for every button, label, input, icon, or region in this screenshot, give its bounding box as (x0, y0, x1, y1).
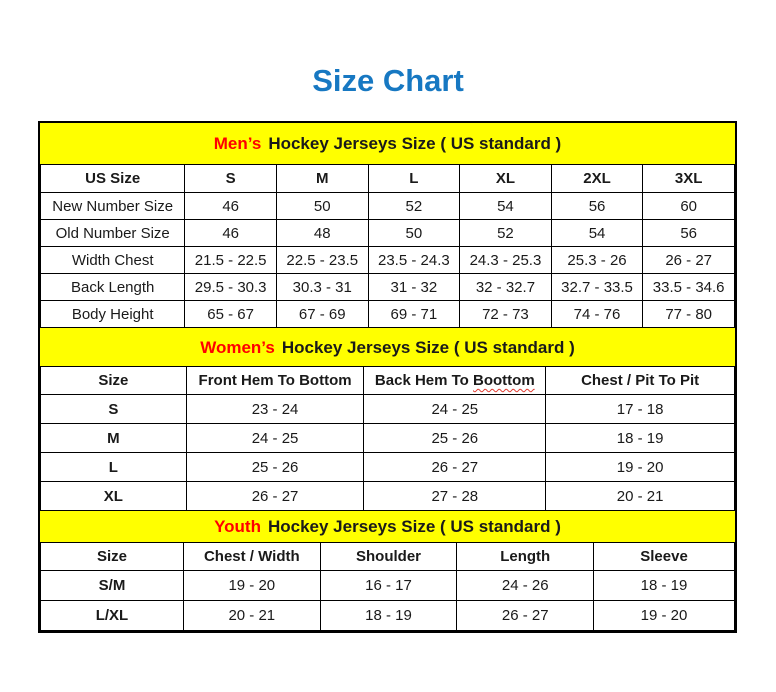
size-row (41, 601, 735, 631)
size-value: 50 (276, 193, 368, 220)
size-value: 54 (551, 220, 643, 247)
size-value: 32 - 32.7 (460, 274, 552, 301)
row-label: L (41, 453, 187, 482)
mens-header-row (41, 165, 735, 193)
size-row (41, 482, 735, 511)
youth-header-row (41, 543, 735, 571)
size-value: 20 - 21 (546, 482, 735, 511)
column-header: L (368, 165, 460, 193)
row-label: Back Length (41, 274, 185, 301)
womens-band-accent: Women’s (200, 337, 275, 357)
row-label: S/M (41, 571, 184, 601)
size-value: 20 - 21 (183, 601, 320, 631)
size-value: 23 - 24 (186, 395, 364, 424)
size-value: 46 (185, 193, 277, 220)
size-value: 56 (643, 220, 735, 247)
size-value: 54 (460, 193, 552, 220)
size-value: 50 (368, 220, 460, 247)
column-header: Shoulder (320, 543, 457, 571)
size-value: 24 - 25 (364, 395, 546, 424)
size-value: 52 (460, 220, 552, 247)
size-row (41, 193, 735, 220)
size-value: 69 - 71 (368, 301, 460, 328)
size-value: 25 - 26 (186, 453, 364, 482)
page-title: Size Chart (312, 63, 464, 98)
row-label: XL (41, 482, 187, 511)
womens-band-text: Hockey Jerseys Size ( US standard ) (281, 337, 575, 357)
size-value: 48 (276, 220, 368, 247)
size-value: 25.3 - 26 (551, 247, 643, 274)
womens-band (40, 328, 735, 366)
column-header: 3XL (643, 165, 735, 193)
size-value: 26 - 27 (643, 247, 735, 274)
row-label: L/XL (41, 601, 184, 631)
size-value: 29.5 - 30.3 (185, 274, 277, 301)
size-value: 32.7 - 33.5 (551, 274, 643, 301)
size-value: 21.5 - 22.5 (185, 247, 277, 274)
size-chart (38, 121, 737, 633)
column-header: Back Hem To Boottom (364, 367, 546, 395)
column-header: Size (41, 367, 187, 395)
column-header: Chest / Width (183, 543, 320, 571)
size-value: 18 - 19 (546, 424, 735, 453)
size-row (41, 301, 735, 328)
youth-size-table (40, 542, 735, 631)
row-label: M (41, 424, 187, 453)
youth-table-body (41, 571, 735, 631)
size-value: 27 - 28 (364, 482, 546, 511)
size-value: 72 - 73 (460, 301, 552, 328)
column-header: Sleeve (594, 543, 735, 571)
womens-size-table (40, 366, 735, 511)
size-value: 18 - 19 (320, 601, 457, 631)
row-label: Body Height (41, 301, 185, 328)
size-value: 56 (551, 193, 643, 220)
size-row (41, 571, 735, 601)
size-value: 52 (368, 193, 460, 220)
size-row (41, 247, 735, 274)
size-value: 24 - 26 (457, 571, 594, 601)
size-value: 18 - 19 (594, 571, 735, 601)
mens-band (40, 123, 735, 164)
youth-band-text: Hockey Jerseys Size ( US standard ) (267, 517, 561, 536)
mens-band-text: Hockey Jerseys Size ( US standard ) (268, 134, 562, 153)
size-row (41, 395, 735, 424)
size-value: 19 - 20 (594, 601, 735, 631)
row-label: S (41, 395, 187, 424)
size-value: 19 - 20 (183, 571, 320, 601)
column-header: M (276, 165, 368, 193)
size-value: 24 - 25 (186, 424, 364, 453)
womens-table-body (41, 395, 735, 511)
size-row (41, 274, 735, 301)
size-row (41, 220, 735, 247)
misspelled-word: Boottom (473, 372, 535, 389)
column-header: S (185, 165, 277, 193)
column-header: Front Hem To Bottom (186, 367, 364, 395)
size-value: 30.3 - 31 (276, 274, 368, 301)
size-value: 23.5 - 24.3 (368, 247, 460, 274)
size-value: 16 - 17 (320, 571, 457, 601)
size-value: 67 - 69 (276, 301, 368, 328)
mens-table-body (41, 193, 735, 328)
size-value: 17 - 18 (546, 395, 735, 424)
size-value: 24.3 - 25.3 (460, 247, 552, 274)
column-header: US Size (41, 165, 185, 193)
column-header: Size (41, 543, 184, 571)
column-header: 2XL (551, 165, 643, 193)
size-value: 74 - 76 (551, 301, 643, 328)
size-row (41, 424, 735, 453)
youth-band (40, 511, 735, 542)
size-value: 31 - 32 (368, 274, 460, 301)
size-value: 26 - 27 (457, 601, 594, 631)
womens-header-row (41, 367, 735, 395)
row-label: Width Chest (41, 247, 185, 274)
mens-size-table (40, 164, 735, 328)
size-value: 33.5 - 34.6 (643, 274, 735, 301)
row-label: Old Number Size (41, 220, 185, 247)
mens-band-accent: Men’s (213, 134, 262, 153)
size-row (41, 453, 735, 482)
size-value: 19 - 20 (546, 453, 735, 482)
size-value: 77 - 80 (643, 301, 735, 328)
column-header: XL (460, 165, 552, 193)
section-youth (40, 511, 735, 631)
size-value: 65 - 67 (185, 301, 277, 328)
column-header: Length (457, 543, 594, 571)
size-value: 22.5 - 23.5 (276, 247, 368, 274)
size-value: 46 (185, 220, 277, 247)
size-value: 26 - 27 (186, 482, 364, 511)
row-label: New Number Size (41, 193, 185, 220)
size-value: 60 (643, 193, 735, 220)
size-value: 25 - 26 (364, 424, 546, 453)
section-womens (40, 328, 735, 511)
column-header: Chest / Pit To Pit (546, 367, 735, 395)
section-mens (40, 123, 735, 328)
youth-band-accent: Youth (214, 517, 261, 536)
size-value: 26 - 27 (364, 453, 546, 482)
